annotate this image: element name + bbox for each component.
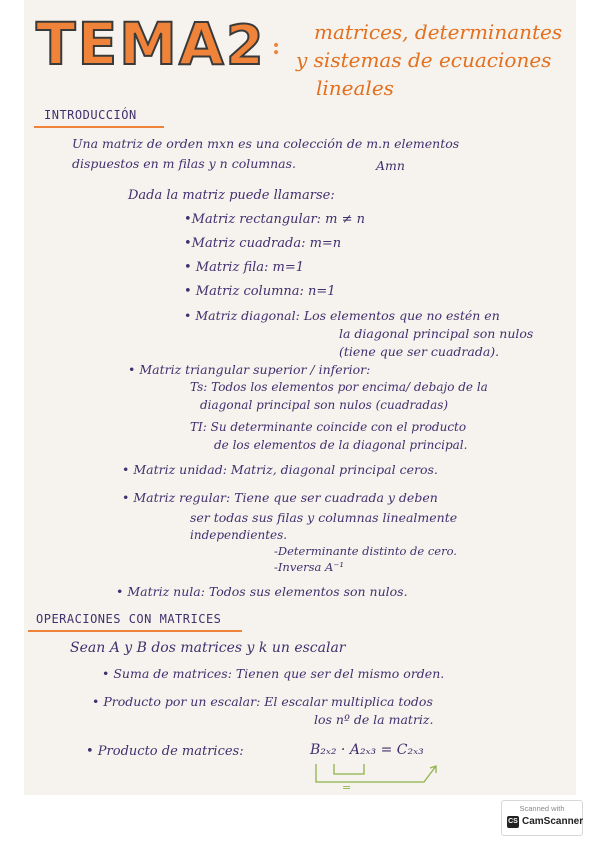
intro-heading: INTRODUCCIÓN [44, 108, 137, 122]
title-word: TEMA [36, 10, 226, 78]
title-number: 2 [226, 14, 264, 77]
subtitle-line-3: lineales [316, 76, 394, 100]
type-regular-1: • Matriz regular: Tiene que ser cuadrada y deben [122, 490, 438, 505]
definition-line-1: Una matriz de orden mxn es una colección de m.n elementos [72, 136, 460, 151]
camscanner-logo-icon: CS [507, 816, 519, 828]
triangular-ti-1: TI: Su determinante coincide con el producto [190, 420, 467, 434]
triangular-ti-2: de los elementos de la diagonal principal. [214, 438, 468, 452]
op-suma: • Suma de matrices: Tienen que ser del mismo orden. [102, 666, 445, 681]
type-fila: • Matriz fila: m=1 [184, 260, 305, 275]
dimension-match-mark: = [342, 781, 352, 794]
operations-heading: OPERACIONES CON MATRICES [36, 612, 222, 626]
notebook-page [24, 0, 576, 795]
diagonal-cont-1: la diagonal principal son nulos [339, 326, 534, 341]
scanner-brand: CamScanner [522, 816, 584, 827]
type-columna: • Matriz columna: n=1 [184, 284, 336, 299]
subtitle-line-2: y sistemas de ecuaciones [296, 48, 552, 72]
op-producto-matrices: • Producto de matrices: [86, 744, 244, 759]
triangular-ts-2: diagonal principal son nulos (cuadradas) [200, 398, 449, 412]
camscanner-badge [501, 800, 583, 836]
operations-intro: Sean A y B dos matrices y k un escalar [70, 640, 346, 656]
type-triangular: • Matriz triangular superior / inferior: [128, 362, 371, 377]
regular-note-2: -Inversa A⁻¹ [274, 560, 345, 574]
triangular-ts-1: Ts: Todos los elementos por encima/ debajo de la [190, 380, 488, 394]
operations-underline [28, 630, 242, 632]
scanner-caption: Scanned with [519, 804, 565, 813]
type-diagonal: • Matriz diagonal: Los elementos que no estén en [184, 308, 500, 323]
definition-notation: Amn [376, 158, 405, 173]
matrix-product-formula: B₂ₓ₂ · A₂ₓ₃ = C₂ₓ₃ [310, 742, 424, 758]
regular-note-1: -Determinante distinto de cero. [274, 544, 457, 558]
op-producto-escalar-2: los nº de la matriz. [314, 712, 434, 727]
type-cuadrada: •Matriz cuadrada: m=n [184, 236, 342, 251]
type-rectangular: •Matriz rectangular: m ≠ n [184, 212, 366, 227]
type-nula: • Matriz nula: Todos sus elementos son nulos. [116, 584, 408, 599]
dimension-check-arrows [294, 760, 454, 794]
diagonal-cont-2: (tiene que ser cuadrada). [339, 344, 500, 359]
type-unidad: • Matriz unidad: Matriz, diagonal principal ceros. [122, 462, 438, 477]
type-regular-2: ser todas sus filas y columnas linealmente [190, 510, 458, 525]
intro-underline [34, 126, 164, 128]
type-regular-3: independientes. [190, 528, 288, 542]
subtitle-line-1: matrices, determinantes [314, 20, 563, 44]
op-producto-escalar-1: • Producto por un escalar: El escalar multiplica todos [92, 694, 433, 709]
title-colon: : [272, 34, 281, 60]
definition-line-2: dispuestos en m filas y n columnas. [72, 156, 297, 171]
types-lead: Dada la matriz puede llamarse: [128, 188, 335, 203]
